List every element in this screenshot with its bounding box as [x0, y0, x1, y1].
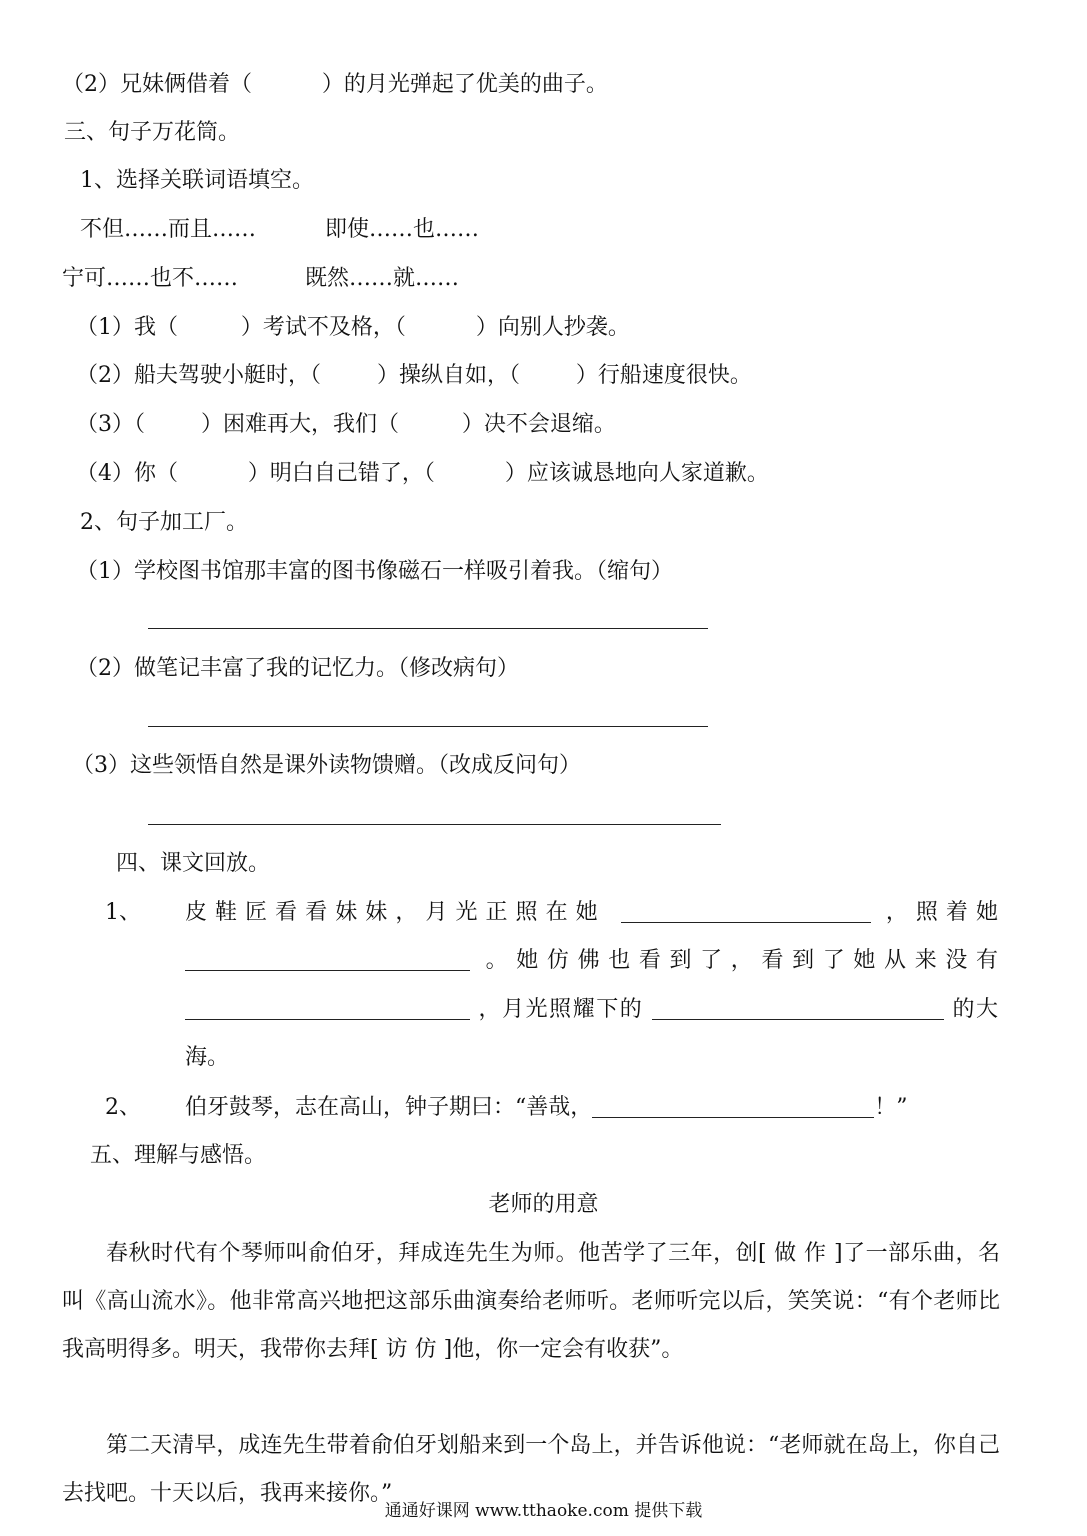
story-paragraph-1: 春秋时代有个琴师叫俞伯牙，拜成连先生为师。他苦学了三年，创[ 做 作 ]了一部乐曲，名叫《高山流水》。他非常高兴地把这部乐曲演奏给老师听。老师听完以后，笑笑说：“有个老师比我高明得多。明天，我带你去拜[ 访 仿 ]他，你一定会有收获”。	[62, 1241, 1000, 1362]
part2-title: 2、句子加工厂。	[80, 510, 248, 535]
recall-text-2: 。她仿佛也看到了，看到了她从来没有	[485, 948, 998, 973]
conjunction-question-2: （2）船夫驾驶小艇时，（ ）操纵自如，（ ）行船速度很快。	[76, 363, 752, 388]
section-heading-4: 四、课文回放。	[116, 851, 271, 876]
boya-end: ！”	[874, 1095, 908, 1120]
recall-blank-1[interactable]	[621, 900, 871, 923]
recall-line-2	[185, 946, 998, 976]
option-jiran-jiu: 既然……就……	[305, 266, 460, 291]
recall-text-3b: 的大	[952, 997, 998, 1022]
section-heading-3: 三、句子万花筒。	[64, 120, 241, 145]
boya-blank[interactable]	[592, 1095, 874, 1118]
recall-text-3a: ，月光照耀下的	[478, 997, 644, 1022]
boya-line	[185, 1093, 908, 1123]
recall-blank-4[interactable]	[652, 997, 944, 1020]
recall-text-1a: 皮鞋匠看看妹妹，月光正照在她	[185, 900, 606, 925]
story-paragraph-2: 第二天清早，成连先生带着俞伯牙划船来到一个岛上，并告诉他说：“老师就在岛上，你自己去找吧。十天以后，我再来接你。”	[62, 1433, 1000, 1506]
recall-line-4: 海。	[185, 1045, 230, 1070]
boya-text: 伯牙鼓琴，志在高山，钟子期曰：“善哉，	[185, 1095, 593, 1120]
answer-line-2[interactable]	[148, 726, 708, 727]
section-heading-5: 五、理解与感悟。	[90, 1143, 267, 1168]
option-jishi-ye: 即使……也……	[325, 217, 480, 242]
option-budan-erqie: 不但……而且……	[80, 217, 257, 242]
sentence-question-2: （2）做笔记丰富了我的记忆力。（修改病句）	[76, 656, 519, 681]
conjunction-question-1: （1）我（ ）考试不及格，（ ）向别人抄袭。	[76, 315, 630, 340]
recall-line-1	[185, 898, 998, 928]
sentence-question-1: （1）学校图书馆那丰富的图书像磁石一样吸引着我。（缩句）	[76, 559, 673, 584]
part1-title: 1、选择关联词语填空。	[80, 168, 314, 193]
sentence-question-3: （3）这些领悟自然是课外读物馈赠。（改成反问句）	[72, 753, 581, 778]
answer-line-3[interactable]	[148, 824, 721, 825]
item2-number: 2、	[105, 1095, 141, 1120]
recall-blank-3[interactable]	[185, 997, 470, 1020]
option-ningke-yebu: 宁可……也不……	[62, 266, 239, 291]
recall-line-3	[185, 995, 998, 1025]
recall-text-1b: ，照着她	[885, 900, 998, 925]
recall-blank-2[interactable]	[185, 948, 470, 971]
conjunction-question-3: （3）（ ）困难再大，我们（ ）决不会退缩。	[76, 412, 616, 437]
fill-question-2: （2）兄妹俩借着（ ）的月光弹起了优美的曲子。	[62, 72, 608, 97]
answer-line-1[interactable]	[148, 628, 708, 629]
story-title: 老师的用意	[488, 1192, 599, 1217]
conjunction-question-4: （4）你（ ）明白自己错了，（ ）应该诚恳地向人家道歉。	[76, 461, 769, 486]
footer-watermark: 通通好课网 www.tthaoke.com 提供下载	[384, 1501, 703, 1521]
item1-number: 1、	[105, 900, 141, 925]
